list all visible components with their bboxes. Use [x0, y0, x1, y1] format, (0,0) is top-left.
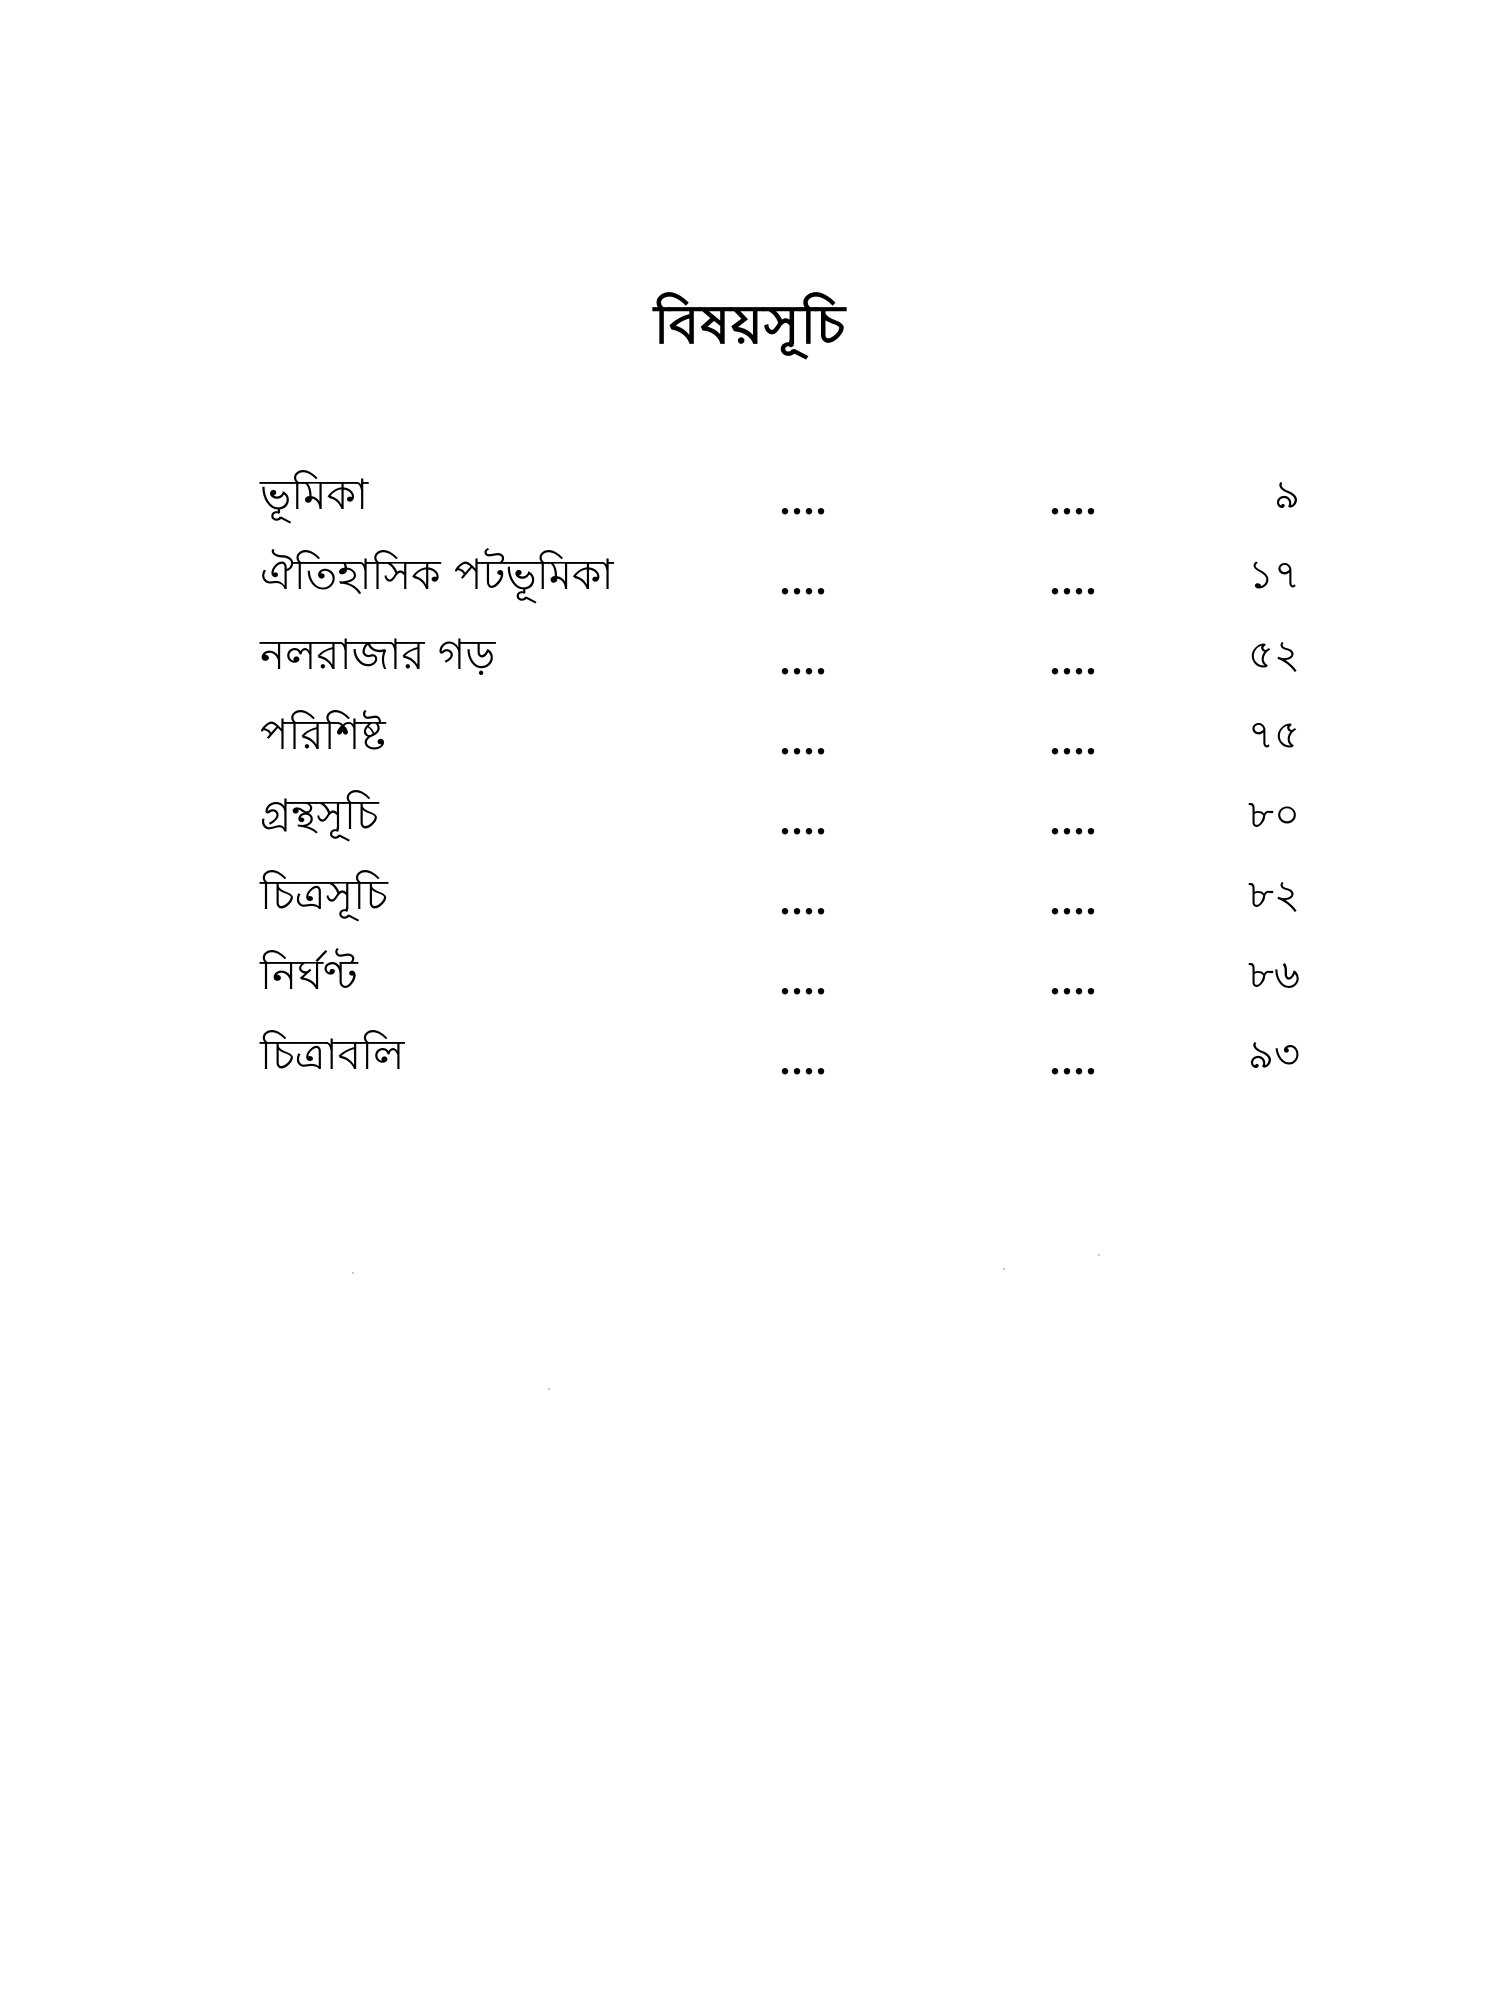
- toc-dot-leader: ....: [1050, 1038, 1098, 1083]
- toc-page-number: ৭৫: [1248, 712, 1300, 758]
- toc-dot-leader: ....: [1050, 558, 1098, 603]
- toc-entry: [260, 778, 1300, 858]
- toc-entry: [260, 698, 1300, 778]
- toc-dot-leader: ....: [1050, 638, 1098, 683]
- table-of-contents: [260, 458, 1300, 1098]
- toc-dot-leader: ....: [1050, 878, 1098, 923]
- toc-page-number: ৮০: [1248, 792, 1300, 838]
- toc-entry-title: চিত্রসূচি: [260, 870, 388, 919]
- toc-page-number: ৮২: [1248, 872, 1300, 918]
- toc-dot-leader: ....: [1050, 798, 1098, 843]
- toc-entry-title: গ্রন্থসূচি: [260, 790, 379, 839]
- toc-entry-title: ভূমিকা: [260, 470, 369, 519]
- page-title: বিষয়সূচি: [653, 293, 847, 356]
- toc-dot-leader: ....: [780, 638, 828, 683]
- toc-dot-leader: ....: [780, 718, 828, 763]
- toc-page-number: ৯: [1274, 472, 1300, 518]
- toc-dot-leader: ....: [780, 558, 828, 603]
- toc-entry: [260, 618, 1300, 698]
- toc-entry-title: নলরাজার গড়: [260, 630, 496, 679]
- toc-dot-leader: ....: [780, 878, 828, 923]
- toc-dot-leader: ....: [1050, 478, 1098, 523]
- toc-dot-leader: ....: [780, 1038, 828, 1083]
- toc-page-number: ৯৩: [1248, 1032, 1300, 1078]
- scan-speck: [352, 1272, 354, 1274]
- toc-page-number: ৫২: [1248, 632, 1300, 678]
- toc-entry-title: নির্ঘণ্ট: [260, 950, 358, 999]
- toc-entry-title: পরিশিষ্ট: [260, 710, 386, 759]
- toc-entry-title: চিত্রাবলি: [260, 1030, 405, 1079]
- toc-page-number: ৮৬: [1248, 952, 1300, 998]
- scan-speck: [1098, 1254, 1100, 1256]
- toc-dot-leader: ....: [1050, 718, 1098, 763]
- toc-entry: [260, 858, 1300, 938]
- toc-entry: [260, 938, 1300, 1018]
- scan-speck: [1003, 1268, 1005, 1270]
- toc-dot-leader: ....: [780, 958, 828, 1003]
- toc-entry-title: ঐতিহাসিক পটভূমিকা: [260, 550, 614, 599]
- toc-dot-leader: ....: [1050, 958, 1098, 1003]
- toc-dot-leader: ....: [780, 798, 828, 843]
- toc-entry: [260, 458, 1300, 538]
- toc-dot-leader: ....: [780, 478, 828, 523]
- toc-entry: [260, 1018, 1300, 1098]
- scan-speck: [548, 1388, 550, 1390]
- toc-entry: [260, 538, 1300, 618]
- toc-page-number: ১৭: [1248, 552, 1300, 598]
